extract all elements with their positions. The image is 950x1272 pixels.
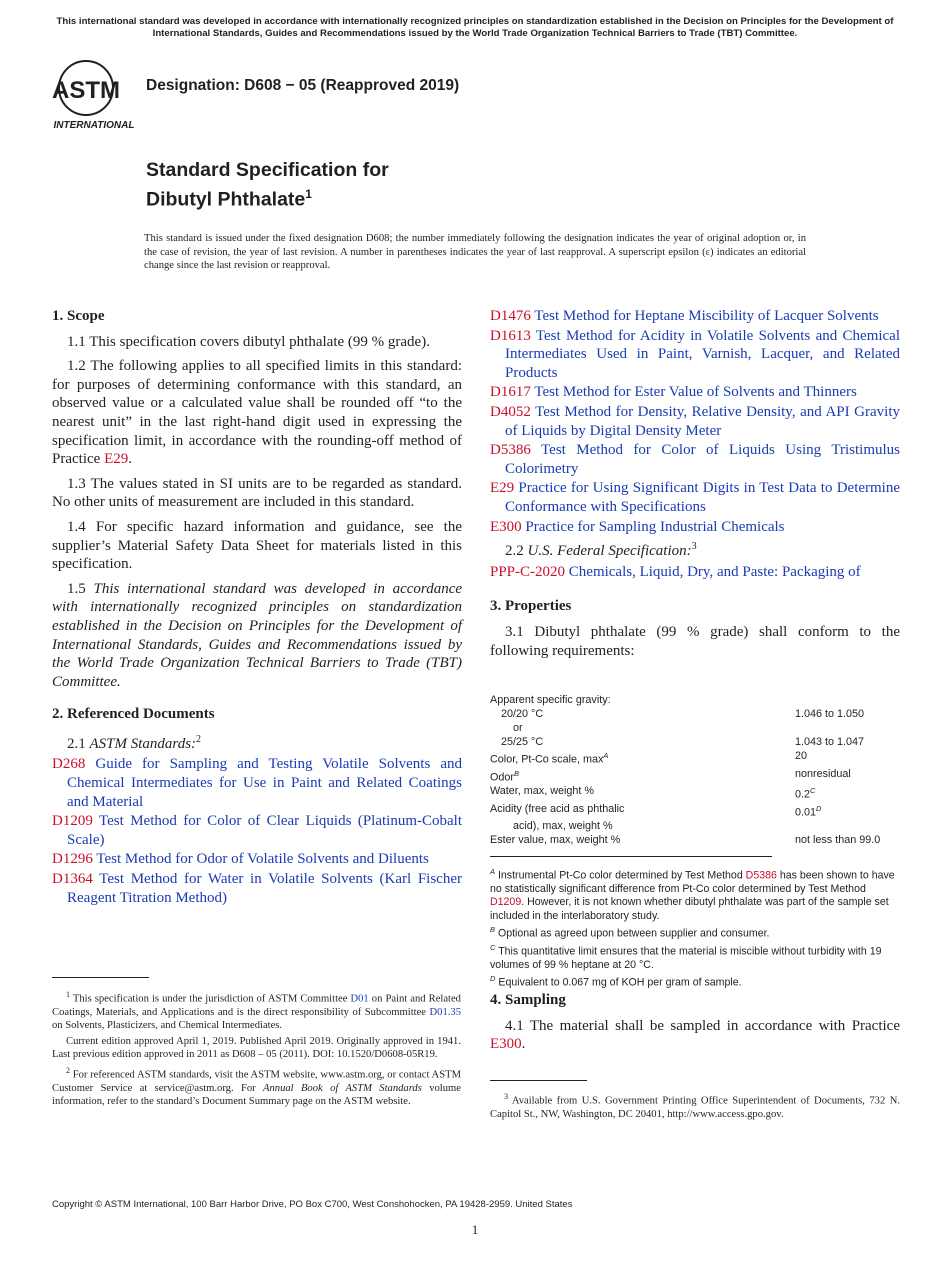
reference-e300[interactable] xyxy=(490,518,900,537)
federal-spec-label: 2.2 U.S. Federal Specification:$^3$ xyxy=(505,541,697,560)
reference-code: D1296 xyxy=(52,851,93,868)
requirement-row xyxy=(490,735,900,749)
link-e300[interactable]: E300 xyxy=(490,1036,522,1053)
requirement-row: Acidity (free acid as phthalic $0.01^D$ xyxy=(490,802,822,819)
reference-title: Guide for Sampling and Testing Volatile Solvents and Chemical Intermediates for Use in Paint and Related Coatings and Material xyxy=(67,756,462,810)
reference-title: Practice for Sampling Industrial Chemicals xyxy=(525,518,785,535)
title-line-1: Standard Specification for xyxy=(146,159,389,181)
requirement-row xyxy=(490,707,900,721)
logo-word: INTERNATIONAL xyxy=(53,120,135,131)
document-title xyxy=(146,158,389,212)
right-reference-list xyxy=(490,307,900,536)
issuance-note: This standard is issued under the fixed designation D608; the number immediately following the designation indicates the year of original adoption or, in the case of revision, the year of last revision. A number in parentheses indicates the year of last reapproval. A superscript epsilon (ε) indicates an editorial change since the last revision or reapproval. xyxy=(144,233,806,272)
footnote-rule-left xyxy=(52,977,149,978)
reference-title: Test Method for Heptane Miscibility of Lacquer Solvents xyxy=(534,308,879,324)
link-d5386[interactable]: D5386 xyxy=(745,869,777,882)
section-scope-heading: 1. Scope xyxy=(52,308,105,324)
reference-code: D1617 xyxy=(490,384,531,401)
requirement-label: Ester value, max, weight % xyxy=(490,834,621,847)
table-footnotes xyxy=(490,865,900,990)
footnote-rule-right xyxy=(490,1080,587,1081)
requirement-row xyxy=(490,819,900,833)
scope-1-3: 1.3 The values stated in SI units are to be regarded as standard. No other units of measurement are included in this standard. xyxy=(52,475,462,511)
reference-title: Practice for Using Significant Digits in Test Data to Determine Conformance with Specifications xyxy=(505,480,901,515)
reference-d1364[interactable] xyxy=(52,870,462,907)
reference-code: E29 xyxy=(490,480,515,497)
table-footnote-rule xyxy=(490,856,772,857)
reference-title: Test Method for Ester Value of Solvents and Thinners xyxy=(534,384,857,401)
requirement-row xyxy=(490,721,900,735)
reference-title: Test Method for Density, Relative Density, and API Gravity of Liquids by Digital Density Meter xyxy=(505,403,900,439)
link-d1209[interactable]: D1209 xyxy=(490,896,522,909)
reference-code: E300 xyxy=(490,518,522,535)
table-footnote-d: $^D$ Equivalent to 0.067 mg of KOH per gram of sample. xyxy=(490,974,742,989)
reference-d1613[interactable] xyxy=(490,327,900,383)
requirement-row: Color, Pt-Co scale, $\max^A$ 20 xyxy=(490,750,808,766)
requirement-row: Odor$^B$ nonresidual xyxy=(490,767,851,784)
reference-code: D1209 xyxy=(52,813,93,830)
requirement-label: 20/20 °C xyxy=(501,708,544,720)
reference-ppp-c-2020[interactable]: PPP-C-2020 Chemicals, Liquid, Dry, and Paste: Packaging of xyxy=(490,563,861,580)
logo-letters: ASTM xyxy=(52,77,120,104)
table-footnote-c: $^C$ This quantitative limit ensures that the material is miscible without turbidity with 19 volumes of 99 % heptane at 20 °C. xyxy=(490,943,882,972)
scope-1-1: 1.1 This specification covers dibutyl phthalate (99 % grade). xyxy=(67,333,430,350)
reference-d1476[interactable] xyxy=(490,307,900,326)
reference-title: Test Method for Odor of Volatile Solvents and Diluents xyxy=(96,851,429,868)
copyright-notice: Copyright © ASTM International, 100 Barr Harbor Drive, PO Box C700, West Conshohocken, PA 19428-2959. United States xyxy=(52,1199,573,1210)
title-line-2: Dibutyl Phthalate$^1$ xyxy=(146,187,312,211)
reference-code: D1364 xyxy=(52,871,93,888)
sampling-4-1: 4.1 The material shall be sampled in accordance with Practice E300. xyxy=(490,1017,900,1053)
scope-1-5: 1.5 This international standard was developed in accordance with internationally recognized principles on standardization established in the Decision on Principles for the Development of International Standards, Guides and Recommendations issued by the World Trade Organization Technical Barriers to Trade (TBT) Committee. xyxy=(52,580,463,690)
reference-title: Test Method for Acidity in Volatile Solvents and Chemical Intermediates Used in Paint, Varnish, Lacquer, and Related Products xyxy=(505,327,901,381)
properties-3-1: 3.1 Dibutyl phthalate (99 % grade) shall conform to the following requirements: xyxy=(490,623,900,659)
scope-1-4: 1.4 For specific hazard information and guidance, see the supplier’s Material Safety Data Sheet for materials listed in this specification. xyxy=(52,518,462,573)
reference-code: D268 xyxy=(52,756,86,773)
requirement-row xyxy=(490,693,900,707)
footnote-2: $^2$ For referenced ASTM standards, visit the ASTM website, www.astm.org, or contact ASTM Customer Service at service@astm.org. For Annual Book of ASTM Standards volume information, refer to the standard’s Document Summary page on the ASTM website. xyxy=(52,1065,461,1107)
footnote-1: $^1$ This specification is under the jurisdiction of ASTM Committee D01 on Paint and Related Coatings, Materials, and Applications and is the direct responsibility of Subcommittee D01.35 on Solvents, Plasticizers, and Chemical Intermediates. xyxy=(52,990,461,1032)
link-d01[interactable]: D01 xyxy=(350,993,369,1005)
requirement-value: 0.2 xyxy=(795,788,811,801)
requirement-value: 20 xyxy=(795,750,808,762)
astm-standards-label: 2.1 ASTM Standards:$^2$ xyxy=(67,733,202,752)
requirement-label: Apparent specific gravity: xyxy=(490,694,611,706)
requirements-table xyxy=(490,693,900,847)
requirement-label: Color, Pt-Co scale, max xyxy=(490,753,604,766)
astm-logo xyxy=(52,58,136,132)
astm-logo-mark xyxy=(52,58,136,132)
reference-d1296[interactable] xyxy=(52,850,462,869)
footnotes-left xyxy=(52,988,461,1110)
requirement-label: or xyxy=(513,722,523,734)
requirement-label: acid), max, weight % xyxy=(513,820,613,833)
footnote-3: $^3$ Available from U.S. Government Printing Office Superintendent of Documents, 732 N. Capitol St., NW, Washington, DC 20401, http://www.access.gpo.gov. xyxy=(490,1092,900,1120)
requirement-value: not less than 99.0 xyxy=(795,834,881,847)
reference-title: Test Method for Color of Clear Liquids (Platinum-Cobalt Scale) xyxy=(67,813,462,848)
table-footnote-b: $^B$ Optional as agreed upon between supplier and consumer. xyxy=(490,925,770,940)
reference-d1209[interactable] xyxy=(52,812,462,849)
requirement-label: Odor xyxy=(490,771,515,784)
left-column xyxy=(52,307,462,908)
reference-code: D5386 xyxy=(490,442,531,459)
requirement-row xyxy=(490,833,900,847)
section-sampling-heading: 4. Sampling xyxy=(490,992,566,1008)
tbt-banner: This international standard was developed in accordance with internationally recognized principles on standardization established in the Decision on Principles for the Development of International Standards, Guides and Recommendations issued by the World Trade Organization Technical Barriers to Trade (TBT) Committee. xyxy=(56,16,894,39)
page-number: 1 xyxy=(471,1222,479,1237)
requirement-value: nonresidual xyxy=(795,767,851,780)
requirement-value: 1.046 to 1.050 xyxy=(795,708,865,720)
table-footnote-a: $^A$ Instrumental Pt-Co color determined by Test Method D5386 has been shown to have no statistically significant difference from Pt-Co color determined by Test Method D1209. However, it is not known whether dibutyl phthalate was part of the sample set included in the interlaboratory study. xyxy=(490,867,895,922)
reference-title: Test Method for Water in Volatile Solvents (Karl Fischer Reagent Titration Method) xyxy=(67,871,462,906)
reference-d5386[interactable] xyxy=(490,441,900,478)
reference-d1617[interactable] xyxy=(490,383,900,402)
sampling-section xyxy=(490,991,900,1060)
reference-e29[interactable] xyxy=(490,479,900,516)
designation: Designation: D608 − 05 (Reapproved 2019) xyxy=(146,77,460,94)
requirement-label: Water, max, weight % xyxy=(490,785,595,798)
reference-code: D1476 xyxy=(490,308,531,324)
right-column xyxy=(490,307,900,666)
reference-code: D1613 xyxy=(490,327,531,344)
link-d01-35[interactable]: D01.35 xyxy=(429,1006,461,1018)
footnote-1-edition: Current edition approved April 1, 2019. Published April 2019. Originally approved in 1941. Last previous edition approved in 2011 as D608 – 05 (2011). DOI: 10.1520/D0608-05R19. xyxy=(52,1035,461,1061)
reference-d4052[interactable] xyxy=(490,403,900,440)
link-e29[interactable]: E29 xyxy=(104,451,129,468)
section-referenced-heading: 2. Referenced Documents xyxy=(52,706,215,723)
requirement-row: Water, max, weight % $0.2^C$ xyxy=(490,785,816,801)
left-reference-list xyxy=(52,755,462,907)
reference-code: D4052 xyxy=(490,403,531,420)
reference-d268[interactable] xyxy=(52,755,462,811)
requirement-label: 25/25 °C xyxy=(501,736,544,748)
requirement-label: Acidity (free acid as phthalic xyxy=(490,802,625,815)
section-properties-heading: 3. Properties xyxy=(490,598,572,615)
scope-1-2: 1.2 The following applies to all specified limits in this standard: for purposes of determining conformance with this standard, an observed value or a calculated value shall be rounded off “to the nearest unit” in the last right-hand digit used in expressing the specification limit, in accordance with the rounding-off method of Practice E29. xyxy=(52,358,462,468)
reference-title: Test Method for Color of Liquids Using Tristimulus Colorimetry xyxy=(505,442,900,477)
requirement-value: 1.043 to 1.047 xyxy=(795,736,865,748)
requirement-value: 0.01 xyxy=(795,806,817,819)
